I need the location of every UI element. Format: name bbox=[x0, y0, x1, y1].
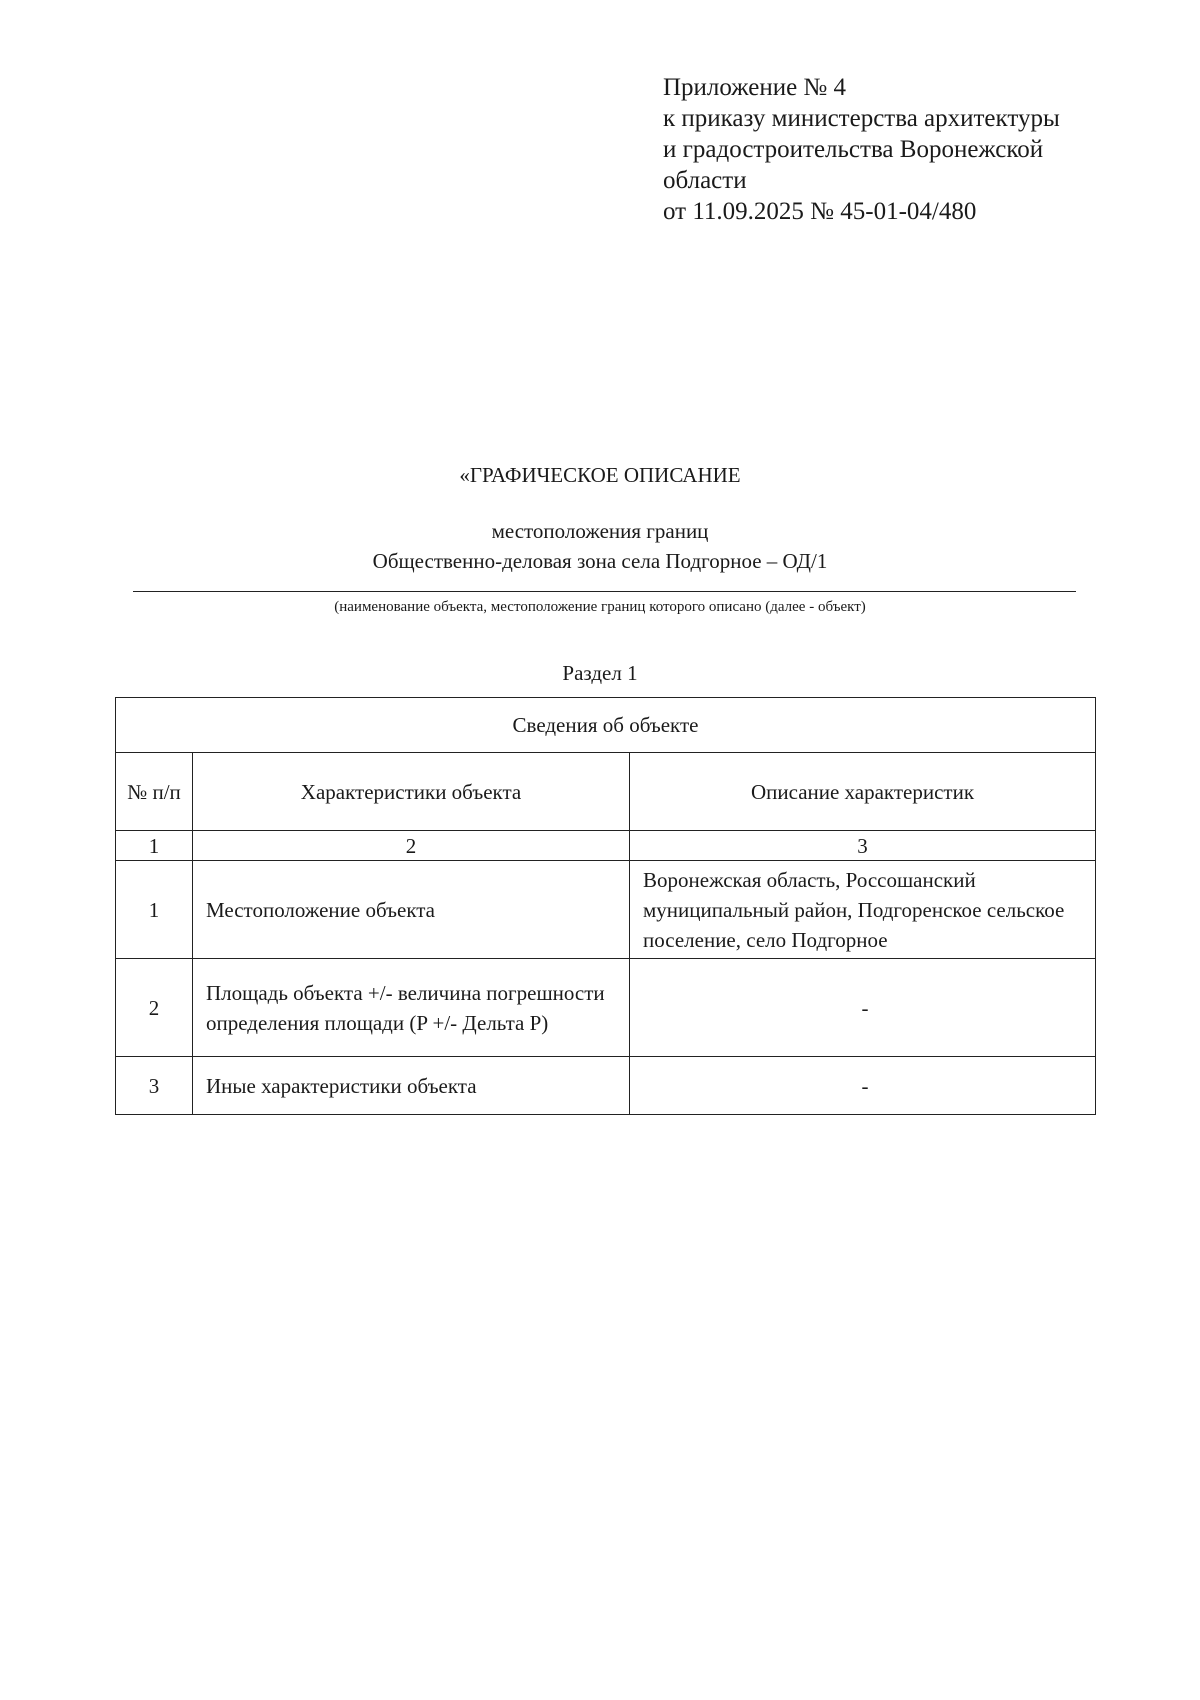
table-header-row bbox=[116, 753, 1096, 831]
subtitle-line: местоположения границ bbox=[491, 519, 709, 543]
object-name: Общественно-деловая зона села Подгорное – ОД/1 bbox=[372, 549, 828, 573]
header-characteristics: Характеристики объекта bbox=[193, 753, 630, 831]
column-number: 2 bbox=[193, 831, 630, 861]
table-row bbox=[116, 959, 1096, 1057]
row-characteristic: Иные характеристики объекта bbox=[193, 1057, 630, 1115]
appendix-line: Приложение № 4 bbox=[663, 74, 847, 101]
column-number-row bbox=[116, 831, 1096, 861]
row-description: - bbox=[630, 1057, 1096, 1115]
appendix-line: от 11.09.2025 № 45-01-04/480 bbox=[663, 198, 977, 225]
header-num: № п/п bbox=[116, 753, 193, 831]
appendix-line: и градостроительства Воронежской bbox=[663, 136, 1044, 163]
column-number: 3 bbox=[630, 831, 1096, 861]
row-characteristic: Местоположение объекта bbox=[193, 861, 630, 959]
row-description: Воронежская область, Россошанский муниципальный район, Подгоренское сельское поселение, село Подгорное bbox=[630, 861, 1096, 959]
document-title: «ГРАФИЧЕСКОЕ ОПИСАНИЕ bbox=[459, 463, 741, 487]
row-number: 3 bbox=[116, 1057, 193, 1115]
row-description: - bbox=[630, 959, 1096, 1057]
appendix-line: области bbox=[663, 167, 747, 194]
column-number: 1 bbox=[116, 831, 193, 861]
table-caption: Сведения об объекте bbox=[116, 698, 1096, 753]
underline-caption: (наименование объекта, местоположение границ которого описано (далее - объект) bbox=[334, 599, 866, 615]
table-row bbox=[116, 1057, 1096, 1115]
title-underline bbox=[133, 591, 1076, 592]
table-row bbox=[116, 861, 1096, 959]
row-number: 2 bbox=[116, 959, 193, 1057]
header-description: Описание характеристик bbox=[630, 753, 1096, 831]
object-info-table bbox=[115, 697, 1096, 1115]
document-subtitle bbox=[0, 516, 1200, 576]
appendix-line: к приказу министерства архитектуры bbox=[663, 105, 1060, 132]
table-caption-row bbox=[116, 698, 1096, 753]
row-number: 1 bbox=[116, 861, 193, 959]
row-characteristic: Площадь объекта +/- величина погрешности определения площади (P +/- Дельта P) bbox=[193, 959, 630, 1057]
appendix-block bbox=[663, 72, 1163, 227]
section-label: Раздел 1 bbox=[562, 661, 638, 685]
